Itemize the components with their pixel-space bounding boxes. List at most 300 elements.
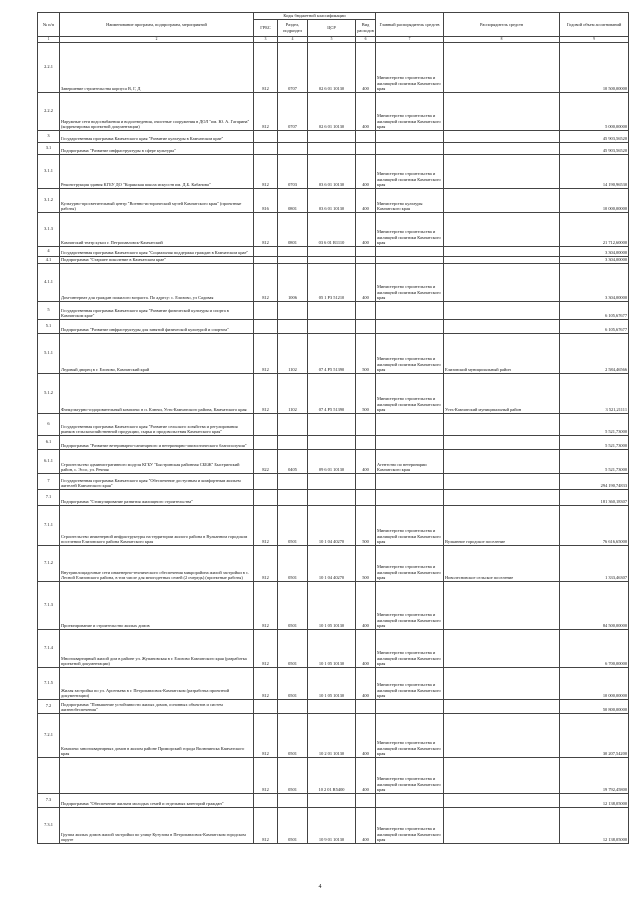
row-distributor: Новолесновское сельское поселение — [444, 545, 560, 581]
row-vr: 400 — [356, 212, 376, 246]
row-number: 7.1.4 — [38, 629, 60, 667]
row-distributor — [444, 489, 560, 505]
row-csr: 10 2 01 10130 — [308, 713, 356, 757]
table-row — [38, 142, 629, 154]
header-razdel: Раздел, подраздел — [278, 19, 308, 36]
row-csr: 10 9 01 10130 — [308, 807, 356, 843]
col-index: 8 — [444, 36, 560, 42]
row-number: 2.2.2 — [38, 92, 60, 130]
row-grbs: 812 — [254, 212, 278, 246]
row-grbs — [254, 301, 278, 319]
row-number: 7.2.1 — [38, 713, 60, 757]
row-razdel: 1102 — [278, 333, 308, 373]
row-sum: 3 304,00000 — [560, 246, 629, 256]
col-index: 9 — [560, 36, 629, 42]
row-grbs: 812 — [254, 581, 278, 629]
row-main-manager: Министерство строительства и жилищной политики Камчатского края — [376, 154, 444, 188]
row-grbs — [254, 246, 278, 256]
table-row — [38, 130, 629, 142]
row-sum: 294 190,74833 — [560, 473, 629, 489]
row-csr — [308, 142, 356, 154]
row-razdel — [278, 489, 308, 505]
row-distributor — [444, 713, 560, 757]
row-vr: 400 — [356, 629, 376, 667]
row-number — [38, 757, 60, 793]
row-grbs — [254, 435, 278, 449]
row-name: Многоквартирный жилой дом в районе ул. Жупановская в г. Елизово Камчатского края (разработка проектной документации) — [60, 629, 254, 667]
row-main-manager: Министерство строительства и жилищной политики Камчатского края — [376, 92, 444, 130]
row-number: 4.1.1 — [38, 263, 60, 301]
row-main-manager — [376, 435, 444, 449]
row-razdel: 0703 — [278, 154, 308, 188]
table-row — [38, 319, 629, 333]
row-number: 7.3.1 — [38, 807, 60, 843]
row-sum: 76 616,65000 — [560, 505, 629, 545]
table-row — [38, 246, 629, 256]
table-row — [38, 713, 629, 757]
row-number: 5.1.1 — [38, 333, 60, 373]
row-csr: 03 6 01 R1110 — [308, 212, 356, 246]
table-row — [38, 473, 629, 489]
row-csr — [308, 319, 356, 333]
row-razdel: 1102 — [278, 373, 308, 413]
table-row — [38, 263, 629, 301]
row-vr — [356, 489, 376, 505]
col-index: 5 — [308, 36, 356, 42]
row-csr: 09 6 01 10130 — [308, 449, 356, 473]
row-distributor — [444, 154, 560, 188]
budget-table — [37, 12, 629, 844]
row-distributor — [444, 256, 560, 263]
row-name: Жилая застройка по ул. Арсеньева в г. Петропавловск-Камчатском (разработка проектной документации) — [60, 667, 254, 699]
row-grbs: 812 — [254, 333, 278, 373]
row-number: 3.1.2 — [38, 188, 60, 212]
row-sum: 6 700,00000 — [560, 629, 629, 667]
row-distributor — [444, 793, 560, 807]
row-distributor — [444, 319, 560, 333]
row-grbs: 812 — [254, 92, 278, 130]
row-name: Завершение строительства корпуса В, Г, Д — [60, 42, 254, 92]
col-index: 6 — [356, 36, 376, 42]
table-row — [38, 545, 629, 581]
row-main-manager — [376, 130, 444, 142]
row-name: Государственная программа Камчатского края "Развитие культуры в Камчатском крае" — [60, 130, 254, 142]
col-index: 2 — [60, 36, 254, 42]
header-codes-group: Коды бюджетной классификации — [254, 13, 376, 20]
row-number: 7.1.2 — [38, 545, 60, 581]
row-name: Проектирование и строительство жилых домов — [60, 581, 254, 629]
row-name: Строительство административного модуля КГБУ "Быстринская районная СББЖ" Быстринский район, с. Эссо, ул. Речная — [60, 449, 254, 473]
row-grbs — [254, 473, 278, 489]
table-row — [38, 256, 629, 263]
row-sum: 2 584,46566 — [560, 333, 629, 373]
row-main-manager: Министерство строительства и жилищной политики Камчатского края — [376, 667, 444, 699]
row-sum: 3 304,00000 — [560, 256, 629, 263]
header-vr: Вид расходов — [356, 19, 376, 36]
row-main-manager: Министерство строительства и жилищной политики Камчатского края — [376, 807, 444, 843]
row-sum: 10 000,00000 — [560, 667, 629, 699]
row-razdel — [278, 301, 308, 319]
col-index: 3 — [254, 36, 278, 42]
row-main-manager: Министерство строительства и жилищной политики Камчатского края — [376, 263, 444, 301]
row-distributor — [444, 263, 560, 301]
row-sum: 30 207,54200 — [560, 713, 629, 757]
row-razdel: 0501 — [278, 545, 308, 581]
row-number: 5.1.2 — [38, 373, 60, 413]
table-row — [38, 212, 629, 246]
row-name: Подпрограмма "Развитие инфраструктуры в сфере культуры" — [60, 142, 254, 154]
row-razdel — [278, 793, 308, 807]
table-row — [38, 699, 629, 713]
row-vr — [356, 142, 376, 154]
row-name: Внутриплощадочные сети инженерно-технического обеспечения микрорайона жилой застройки в с. Лесной Елизовского района, в том числе для многодетных семей (2 очередь) (проектные работы) — [60, 545, 254, 581]
row-vr — [356, 699, 376, 713]
row-main-manager — [376, 699, 444, 713]
row-main-manager — [376, 489, 444, 505]
row-grbs: 812 — [254, 713, 278, 757]
row-vr: 400 — [356, 42, 376, 92]
row-csr: 10 2 01 R5400 — [308, 757, 356, 793]
table-row — [38, 413, 629, 435]
row-grbs: 812 — [254, 667, 278, 699]
row-distributor — [444, 807, 560, 843]
table-row — [38, 581, 629, 629]
row-vr — [356, 130, 376, 142]
row-name: Группа жилых домов жилой застройки по улице Кутузова в Петропавловск-Камчатском городском округе — [60, 807, 254, 843]
row-number: 7.3 — [38, 793, 60, 807]
table-row — [38, 154, 629, 188]
row-sum: 50 800,00000 — [560, 699, 629, 713]
row-razdel: 0501 — [278, 667, 308, 699]
row-name: Комплекс многоквартирных домов в жилом районе Приморский города Вилючинска Камчатского края — [60, 713, 254, 757]
col-index: 1 — [38, 36, 60, 42]
row-csr — [308, 489, 356, 505]
row-grbs: 812 — [254, 42, 278, 92]
row-distributor — [444, 757, 560, 793]
row-name: Государственная программа Камчатского края "Развитие физической культуры и спорта в Камчатском крае" — [60, 301, 254, 319]
row-vr: 400 — [356, 713, 376, 757]
header-num: № п/п — [38, 13, 60, 37]
row-grbs — [254, 256, 278, 263]
row-razdel — [278, 473, 308, 489]
col-index: 4 — [278, 36, 308, 42]
table-row — [38, 301, 629, 319]
table-row — [38, 793, 629, 807]
row-razdel — [278, 413, 308, 435]
row-name: Подпрограмма "Обеспечение жильем молодых семей и отдельных категорий граждан" — [60, 793, 254, 807]
col-index: 7 — [376, 36, 444, 42]
row-razdel: 0501 — [278, 505, 308, 545]
row-sum: 45 903,56520 — [560, 130, 629, 142]
row-razdel: 0501 — [278, 713, 308, 757]
row-csr — [308, 699, 356, 713]
table-row — [38, 92, 629, 130]
row-vr — [356, 319, 376, 333]
row-vr — [356, 435, 376, 449]
row-distributor — [444, 212, 560, 246]
row-sum: 6 105,67677 — [560, 319, 629, 333]
row-main-manager: Министерство строительства и жилищной политики Камчатского края — [376, 757, 444, 793]
row-distributor — [444, 92, 560, 130]
row-csr: 05 1 P3 51210 — [308, 263, 356, 301]
row-razdel: 0501 — [278, 757, 308, 793]
row-number: 4.1 — [38, 256, 60, 263]
header-grbs: ГРБС — [254, 19, 278, 36]
row-grbs: 812 — [254, 505, 278, 545]
row-distributor — [444, 413, 560, 435]
row-vr — [356, 246, 376, 256]
table-row — [38, 373, 629, 413]
row-vr: 400 — [356, 263, 376, 301]
row-sum: 1 333,46307 — [560, 545, 629, 581]
row-csr — [308, 246, 356, 256]
row-grbs — [254, 130, 278, 142]
row-razdel — [278, 435, 308, 449]
row-csr: 10 1 04 40270 — [308, 505, 356, 545]
row-main-manager: Министерство строительства и жилищной политики Камчатского края — [376, 581, 444, 629]
row-grbs: 812 — [254, 545, 278, 581]
row-grbs: 812 — [254, 807, 278, 843]
row-distributor — [444, 301, 560, 319]
header-name: Наименование программ, подпрограмм, мероприятий — [60, 13, 254, 37]
row-number: 5 — [38, 301, 60, 319]
row-csr: 07 4 P5 51390 — [308, 333, 356, 373]
row-main-manager: Министерство строительства и жилищной политики Камчатского края — [376, 373, 444, 413]
row-number: 4 — [38, 246, 60, 256]
row-number: 6 — [38, 413, 60, 435]
row-distributor — [444, 449, 560, 473]
row-vr: 400 — [356, 188, 376, 212]
row-name: Наружные сети водоснабжения и водоотведения, очистные сооружения в ДОЛ "им. Ю. А. Гагарина" (корректировка проектной документации) — [60, 92, 254, 130]
row-name: Подпрограмма "Развитие инфраструктуры для занятий физической культурой и спортом" — [60, 319, 254, 333]
row-number: 6.1.1 — [38, 449, 60, 473]
row-main-manager — [376, 793, 444, 807]
row-main-manager: Министерство культуры Камчатского края — [376, 188, 444, 212]
row-distributor — [444, 699, 560, 713]
row-number: 7.1.1 — [38, 505, 60, 545]
row-number: 7.1.5 — [38, 667, 60, 699]
row-distributor — [444, 42, 560, 92]
header-csr: ЦСР — [308, 19, 356, 36]
row-grbs — [254, 142, 278, 154]
row-main-manager: Министерство строительства и жилищной политики Камчатского края — [376, 212, 444, 246]
header-distributor: Распорядитель средств — [444, 13, 560, 37]
row-csr: 02 6 01 10130 — [308, 42, 356, 92]
row-sum: 5 521,73000 — [560, 435, 629, 449]
row-distributor — [444, 142, 560, 154]
row-sum: 84 500,00000 — [560, 581, 629, 629]
row-vr: 500 — [356, 373, 376, 413]
row-sum: 21 712,60000 — [560, 212, 629, 246]
row-name: Культурно-просветительный центр "Военно-исторический музей Камчатского края" (проектные работы) — [60, 188, 254, 212]
row-main-manager: Министерство строительства и жилищной политики Камчатского края — [376, 333, 444, 373]
row-distributor — [444, 473, 560, 489]
row-sum: 5 521,73000 — [560, 413, 629, 435]
row-name: Подпрограмма "Повышение устойчивости жилых домов, основных объектов и систем жизнеобеспечения" — [60, 699, 254, 713]
row-main-manager: Министерство строительства и жилищной политики Камчатского края — [376, 713, 444, 757]
table-row — [38, 757, 629, 793]
row-grbs: 812 — [254, 373, 278, 413]
header-main-manager: Главный распорядитель средств — [376, 13, 444, 37]
table-row — [38, 188, 629, 212]
row-distributor — [444, 667, 560, 699]
row-csr: 03 6 01 10130 — [308, 188, 356, 212]
row-vr: 400 — [356, 154, 376, 188]
row-razdel: 0801 — [278, 212, 308, 246]
row-main-manager — [376, 256, 444, 263]
row-vr — [356, 301, 376, 319]
table-row — [38, 333, 629, 373]
row-csr — [308, 413, 356, 435]
row-distributor: Вулканное городское поселение — [444, 505, 560, 545]
row-main-manager — [376, 246, 444, 256]
row-name: Государственная программа Камчатского края "Обеспечение доступным и комфортным жильем жителей Камчатского края" — [60, 473, 254, 489]
row-name: Подпрограмма "Развитие ветеринарно-санитарного и ветеринарно-эпизоотического благополучия" — [60, 435, 254, 449]
row-razdel — [278, 256, 308, 263]
row-number: 3.1.1 — [38, 154, 60, 188]
row-sum: 3 521,21111 — [560, 373, 629, 413]
row-main-manager — [376, 473, 444, 489]
row-sum: 181 360,18307 — [560, 489, 629, 505]
row-grbs: 812 — [254, 757, 278, 793]
row-vr: 500 — [356, 505, 376, 545]
row-sum: 6 105,67677 — [560, 301, 629, 319]
row-grbs — [254, 699, 278, 713]
row-razdel: 0405 — [278, 449, 308, 473]
row-name: Подпрограмма "Старшее поколение в Камчатском крае" — [60, 256, 254, 263]
row-main-manager: Министерство строительства и жилищной политики Камчатского края — [376, 629, 444, 667]
row-sum: 10 500,00000 — [560, 42, 629, 92]
row-number: 2.2.1 — [38, 42, 60, 92]
row-distributor: Усть-Камчатский муниципальный район — [444, 373, 560, 413]
row-grbs — [254, 413, 278, 435]
row-csr: 10 1 05 10130 — [308, 629, 356, 667]
row-razdel — [278, 130, 308, 142]
row-csr — [308, 130, 356, 142]
row-razdel: 0707 — [278, 42, 308, 92]
row-sum: 12 138,05000 — [560, 807, 629, 843]
row-grbs — [254, 489, 278, 505]
row-vr: 400 — [356, 757, 376, 793]
row-grbs: 812 — [254, 629, 278, 667]
row-csr: 10 1 04 40270 — [308, 545, 356, 581]
row-vr: 400 — [356, 581, 376, 629]
row-name — [60, 757, 254, 793]
row-razdel: 1006 — [278, 263, 308, 301]
row-csr: 10 1 05 10130 — [308, 667, 356, 699]
row-vr — [356, 793, 376, 807]
row-main-manager — [376, 319, 444, 333]
row-csr — [308, 301, 356, 319]
row-vr: 400 — [356, 667, 376, 699]
row-razdel: 0501 — [278, 629, 308, 667]
table-row — [38, 505, 629, 545]
row-grbs: 822 — [254, 449, 278, 473]
row-grbs: 812 — [254, 263, 278, 301]
row-number: 5.1 — [38, 319, 60, 333]
row-name: Дом-интернат для граждан пожилого возраста. По адресу: с. Елизово, ул Садовая — [60, 263, 254, 301]
row-csr: 02 6 01 10130 — [308, 92, 356, 130]
row-sum: 5 521,73000 — [560, 449, 629, 473]
row-name: Камчатский театр кукол г. Петропавловск-Камчатский — [60, 212, 254, 246]
row-main-manager: Министерство строительства и жилищной политики Камчатского края — [376, 505, 444, 545]
table-row — [38, 629, 629, 667]
table-row — [38, 449, 629, 473]
row-number: 7.2 — [38, 699, 60, 713]
row-sum: 12 138,05000 — [560, 793, 629, 807]
row-number: 3.1.3 — [38, 212, 60, 246]
row-main-manager: Агентство по ветеринарии Камчатского края — [376, 449, 444, 473]
row-sum: 45 903,56520 — [560, 142, 629, 154]
row-grbs — [254, 319, 278, 333]
row-razdel — [278, 699, 308, 713]
row-name: Государственная программа Камчатского края "Развитие сельского хозяйства и регулирования рынков сельскохозяйственной продукции, сырья и продовольствия Камчатского края" — [60, 413, 254, 435]
row-csr — [308, 793, 356, 807]
table-row — [38, 667, 629, 699]
row-name: Ледовый дворец в г. Елизово, Камчатский край — [60, 333, 254, 373]
row-distributor — [444, 581, 560, 629]
row-sum: 5 000,00000 — [560, 92, 629, 130]
row-distributor — [444, 188, 560, 212]
row-main-manager — [376, 301, 444, 319]
row-vr — [356, 473, 376, 489]
header-volume: Годовой объем ассигнований — [560, 13, 629, 37]
row-number: 3 — [38, 130, 60, 142]
row-vr — [356, 413, 376, 435]
row-main-manager: Министерство строительства и жилищной политики Камчатского края — [376, 42, 444, 92]
row-distributor — [444, 246, 560, 256]
row-grbs: 816 — [254, 188, 278, 212]
row-distributor — [444, 130, 560, 142]
row-sum: 10 000,00000 — [560, 188, 629, 212]
row-number: 7.1.3 — [38, 581, 60, 629]
row-vr — [356, 256, 376, 263]
row-vr: 400 — [356, 807, 376, 843]
row-csr — [308, 473, 356, 489]
row-sum: 3 304,00000 — [560, 263, 629, 301]
table-row — [38, 42, 629, 92]
row-vr: 500 — [356, 545, 376, 581]
row-razdel: 0801 — [278, 188, 308, 212]
row-grbs: 812 — [254, 154, 278, 188]
row-grbs — [254, 793, 278, 807]
table-row — [38, 435, 629, 449]
row-main-manager: Министерство строительства и жилищной политики Камчатского края — [376, 545, 444, 581]
row-vr: 500 — [356, 333, 376, 373]
row-main-manager — [376, 413, 444, 435]
row-distributor: Елизовский муниципальный район — [444, 333, 560, 373]
row-main-manager — [376, 142, 444, 154]
row-sum: 19 792,45800 — [560, 757, 629, 793]
table-row — [38, 807, 629, 843]
page-number: 4 — [318, 884, 322, 890]
row-csr: 03 6 01 10130 — [308, 154, 356, 188]
row-distributor — [444, 435, 560, 449]
row-csr — [308, 435, 356, 449]
row-csr: 07 4 P5 51390 — [308, 373, 356, 413]
row-razdel: 0501 — [278, 807, 308, 843]
row-name: Физкультурно-оздоровительный комплекс в п. Ключи, Усть-Камчатского района, Камчатского края — [60, 373, 254, 413]
row-name: Реконструкция здания КГБУ ДО "Корякская школа искусств им. Д.Б. Кабанова" — [60, 154, 254, 188]
row-csr — [308, 256, 356, 263]
row-vr: 400 — [356, 449, 376, 473]
row-csr: 10 1 05 10130 — [308, 581, 356, 629]
row-number: 7.1 — [38, 489, 60, 505]
row-distributor — [444, 629, 560, 667]
row-sum: 14 190,96530 — [560, 154, 629, 188]
table-row — [38, 489, 629, 505]
table-body — [38, 42, 629, 843]
